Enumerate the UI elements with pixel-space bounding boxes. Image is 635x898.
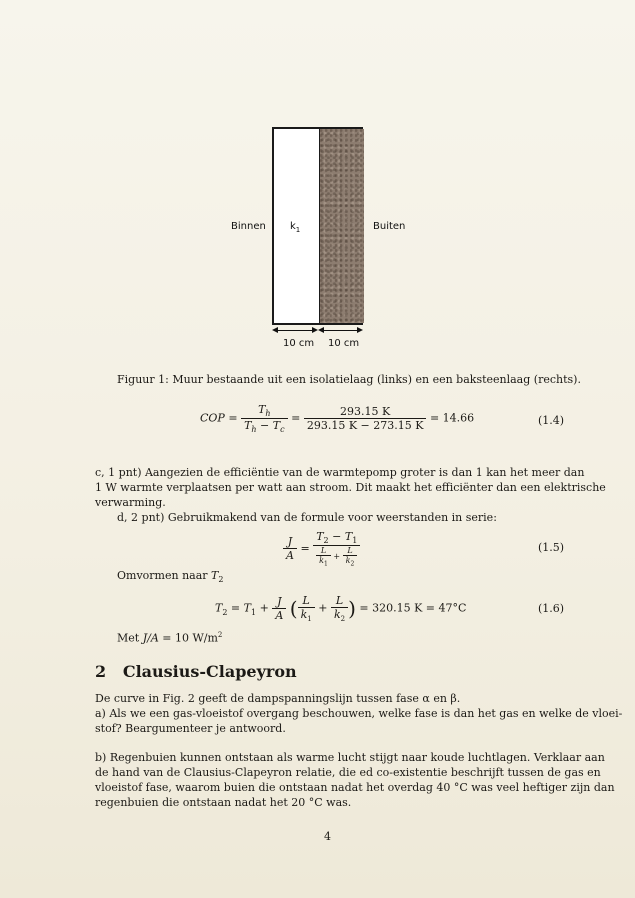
equation-number-1-4: (1.4) [538, 414, 565, 427]
equation-1-4: COP = $\frac{T_h}{T_h - T_c}$ = $\frac{293.15 K}{293.15 K - 273.15 K}$ = 14.66 [200, 403, 475, 435]
paragraph-curve-line2: a) Als we een gas-vloeistof overgang beschouwen, welke fase is dan het gas en welke de vloei- [95, 707, 623, 720]
brick-layer [319, 129, 364, 323]
dim-label-right: 10 cm [328, 338, 360, 349]
wall-diagram [272, 127, 363, 325]
figure-label-k1: $k_1$ [290, 221, 301, 234]
paragraph-curve-line1: De curve in Fig. 2 geeft de dampspanningslijn tussen fase α en β. [95, 692, 461, 705]
arrow-left-icon [272, 327, 278, 333]
paragraph-b-line3: vloeistof fase, waarom buien die ontstaan nadat het overdag 40 °C was veel heftiger zijn dan [95, 781, 615, 794]
paragraph-c-line1: c, 1 pnt) Aangezien de efficiëntie van de warmtepomp groter is dan 1 kan het meer dan [95, 466, 585, 479]
figure-label-inside: Binnen [231, 221, 266, 232]
equation-1-5: $\frac{J}{A}$ = $T_2 - T_1$ $\frac{L}{k_1}$ + $\frac{L}{k_2}$ [283, 530, 360, 568]
page-number: 4 [324, 830, 331, 843]
arrow-right-icon [357, 327, 363, 333]
figure-caption: Figuur 1: Muur bestaande uit een isolatielaag (links) en een baksteenlaag (rechts). [117, 373, 581, 386]
paragraph-c-line3: verwarming. [95, 496, 166, 509]
figure-label-outside: Buiten [373, 221, 406, 232]
equation-number-1-6: (1.6) [538, 602, 565, 615]
paragraph-b-line1: b) Regenbuien kunnen ontstaan als warme lucht stijgt naar koude luchtlagen. Verklaar aan [95, 751, 605, 764]
paragraph-b-line4: regenbuien die ontstaan nadat het 20 °C was. [95, 796, 352, 809]
arrow-left-icon [318, 327, 324, 333]
paragraph-c-line2: 1 W warmte verplaatsen per watt aan stroom. Dit maakt het efficiënter dan een elektrische [95, 481, 606, 494]
paragraph-b-line2: de hand van de Clausius-Clapeyron relatie, die ed co-existentie beschrijft tussen de gas en [95, 766, 601, 779]
equation-number-1-5: (1.5) [538, 541, 565, 554]
equation-1-6: $T_2 = T_1$ + $\frac{J}{A}$ ( $\frac{L}{k_1}$ + $\frac{L}{k_2}$ ) = 320.15 K = 47°C [215, 594, 467, 624]
section-heading: 2 Clausius-Clapeyron [95, 662, 297, 681]
met-text: Met J/A = 10 $W/m^2$ [117, 631, 223, 645]
dim-line-left [276, 330, 314, 331]
paragraph-d: d, 2 pnt) Gebruikmakend van de formule voor weerstanden in serie: [117, 511, 497, 524]
dim-label-left: 10 cm [283, 338, 315, 349]
dim-line-right [322, 330, 359, 331]
omvormen-text: Omvormen naar $T_2$ [117, 569, 224, 585]
paragraph-curve-line3: stof? Beargumenteer je antwoord. [95, 722, 286, 735]
